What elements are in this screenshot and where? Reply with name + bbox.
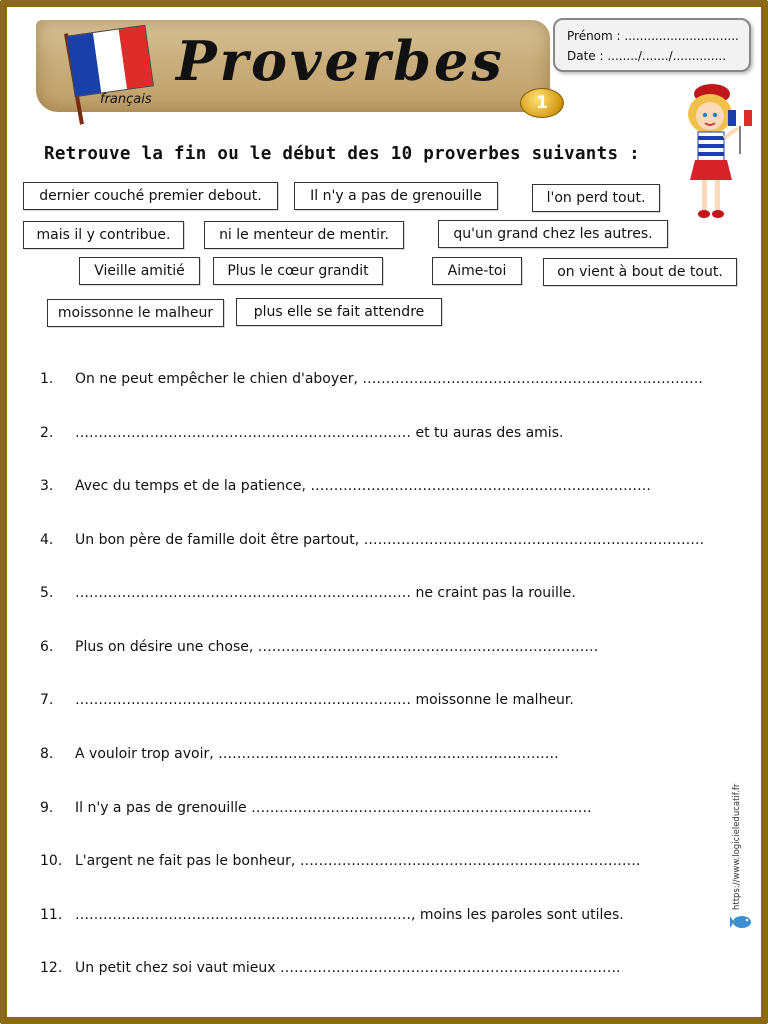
question-text[interactable]: ……………………………………………………………… et tu auras des amis. bbox=[75, 425, 564, 441]
word-chip[interactable]: Il n'y a pas de grenouille bbox=[294, 182, 498, 210]
question-text[interactable]: L'argent ne fait pas le bonheur, ………………………………………………………………. bbox=[75, 853, 641, 869]
firstname-field[interactable]: Prénom : .............................. bbox=[567, 29, 739, 43]
word-chip[interactable]: Vieille amitié bbox=[79, 257, 200, 285]
level-badge: 1 bbox=[520, 88, 564, 118]
word-chip[interactable]: plus elle se fait attendre bbox=[236, 298, 442, 326]
word-chip[interactable]: qu'un grand chez les autres. bbox=[438, 220, 668, 248]
question-text[interactable]: ……………………………………………………………… moissonne le malheur. bbox=[75, 692, 574, 708]
word-chip[interactable]: ni le menteur de mentir. bbox=[204, 221, 404, 249]
word-chip[interactable]: Aime-toi bbox=[432, 257, 522, 285]
question-text[interactable]: ……………………………………………………………… ne craint pas la rouille. bbox=[75, 585, 576, 601]
word-chip[interactable]: on vient à bout de tout. bbox=[543, 258, 737, 286]
question-text[interactable]: A vouloir trop avoir, ………………………………………………………………. bbox=[75, 746, 559, 762]
date-field[interactable]: Date : ......../......./.............. bbox=[567, 49, 727, 63]
site-credit[interactable]: https://www.logicieleducatif.fr bbox=[732, 783, 742, 910]
word-chip[interactable]: dernier couché premier debout. bbox=[23, 182, 278, 210]
page-title: Proverbes bbox=[176, 29, 505, 93]
instruction-heading: Retrouve la fin ou le début des 10 proverbes suivants : bbox=[44, 144, 640, 164]
question-text[interactable]: Plus on désire une chose, ………………………………………………………………. bbox=[75, 639, 599, 655]
question-text[interactable]: On ne peut empêcher le chien d'aboyer, ………………………………………………………………. bbox=[75, 371, 703, 387]
question-text[interactable]: Il n'y a pas de grenouille ………………………………………………………………. bbox=[75, 800, 592, 816]
subject-label: français bbox=[100, 92, 152, 107]
word-chip[interactable]: l'on perd tout. bbox=[532, 184, 660, 212]
word-chip[interactable]: moissonne le malheur bbox=[47, 299, 224, 327]
student-info-box bbox=[553, 18, 751, 72]
french-flag-icon bbox=[66, 25, 154, 98]
question-text[interactable]: Avec du temps et de la patience, ………………………………………………………………. bbox=[75, 478, 651, 494]
word-chip[interactable]: Plus le cœur grandit bbox=[213, 257, 383, 285]
word-chip[interactable]: mais il y contribue. bbox=[23, 221, 184, 249]
question-text[interactable]: Un petit chez soi vaut mieux ………………………………………………………………. bbox=[75, 960, 621, 976]
question-text[interactable]: Un bon père de famille doit être partout, ………………………………………………………………. bbox=[75, 532, 705, 548]
question-text[interactable]: ………………………………………………………………, moins les paroles sont utiles. bbox=[75, 907, 624, 923]
fish-logo-icon bbox=[730, 910, 754, 932]
